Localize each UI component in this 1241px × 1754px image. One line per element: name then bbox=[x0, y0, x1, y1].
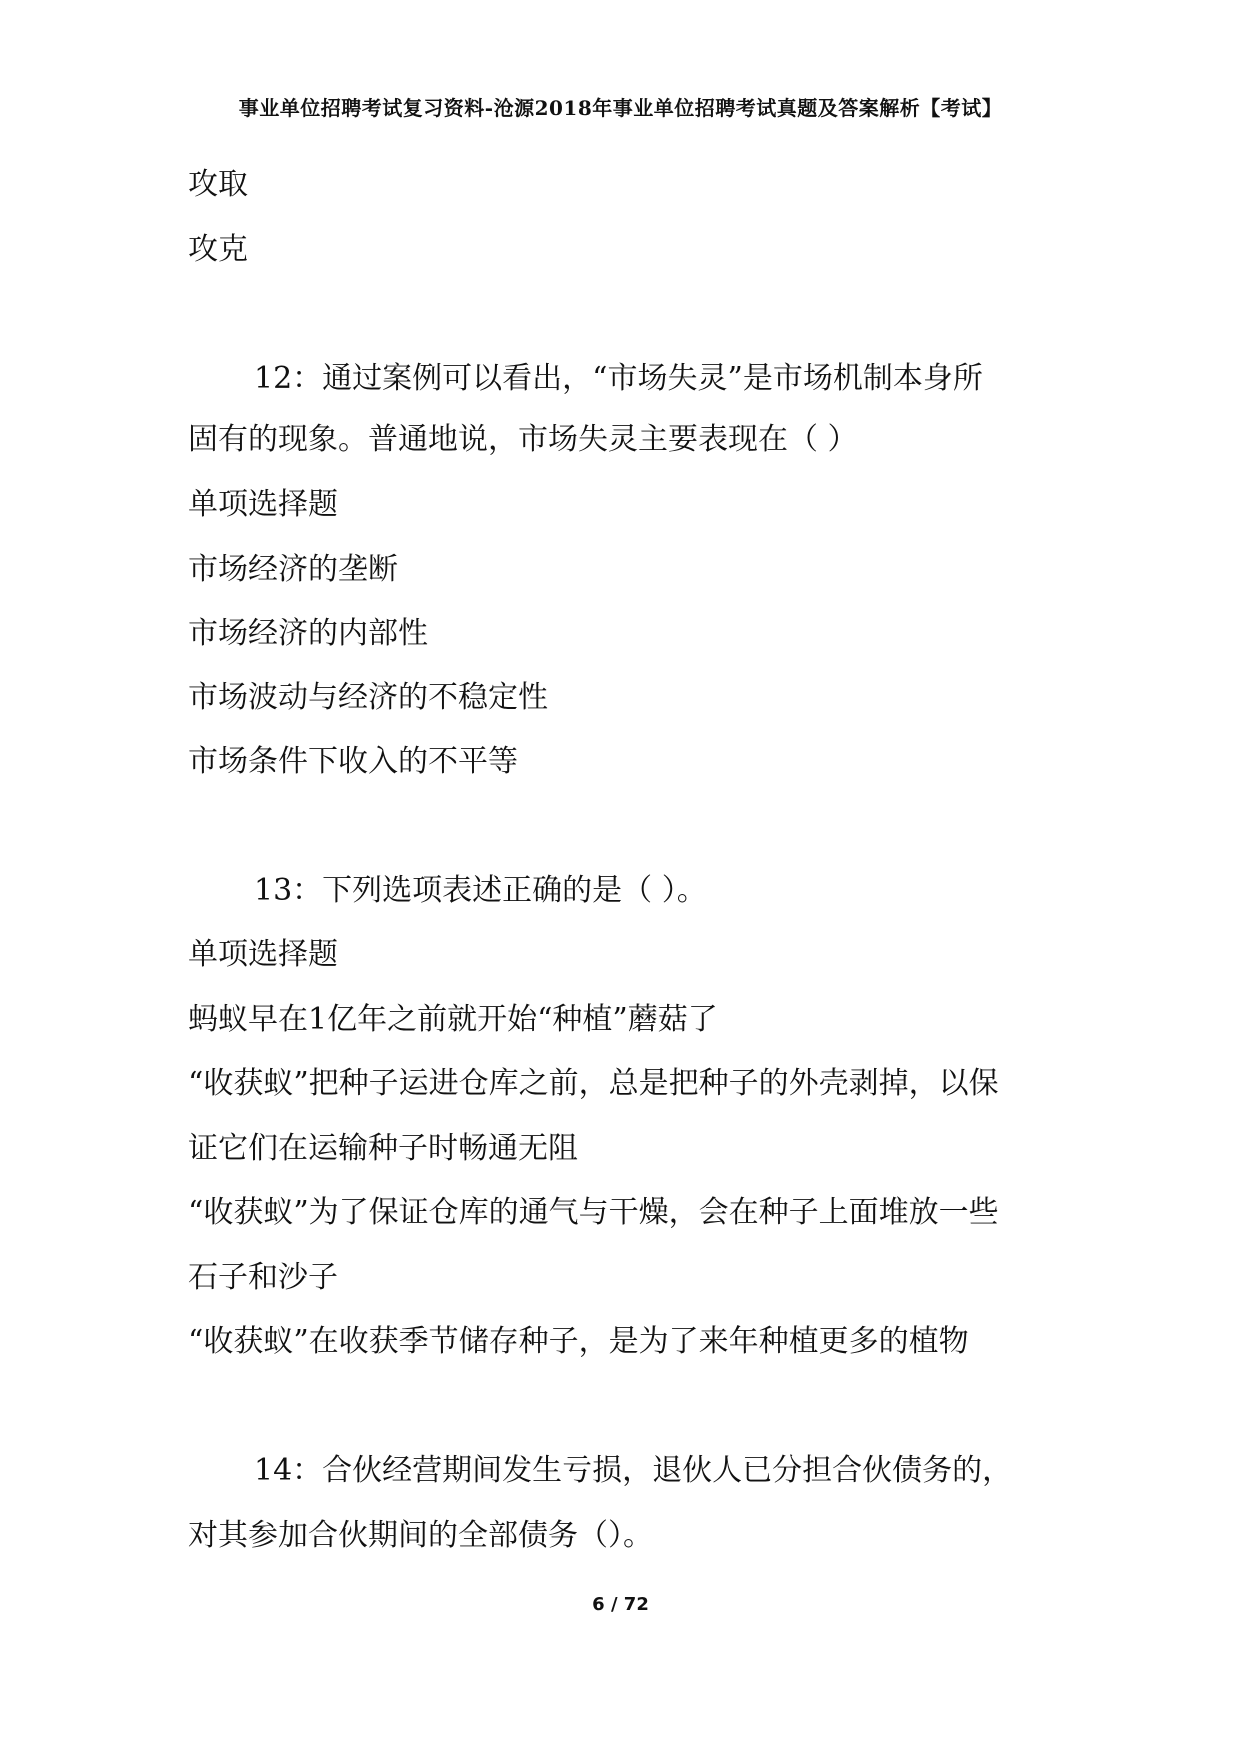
question-12-option-2: 市场经济的内部性 bbox=[188, 616, 428, 651]
question-13-stem: 13：下列选项表述正确的是（ ）。 bbox=[254, 873, 707, 908]
question-13-option-2-line-2: 证它们在运输种子时畅通无阻 bbox=[188, 1131, 578, 1166]
question-14-stem-line-2: 对其参加合伙期间的全部债务（）。 bbox=[188, 1518, 653, 1553]
question-14-stem-line-1: 14：合伙经营期间发生亏损，退伙人已分担合伙债务的， bbox=[254, 1453, 1013, 1488]
question-12-type: 单项选择题 bbox=[188, 487, 338, 522]
page-number: 6 / 72 bbox=[592, 1594, 649, 1615]
question-13-option-1: 蚂蚁早在1亿年之前就开始“种植”蘑菇了 bbox=[188, 1002, 718, 1037]
question-12-stem-line-1: 12：通过案例可以看出，“市场失灵”是市场机制本身所 bbox=[254, 361, 983, 396]
option-text: 攻取 bbox=[188, 167, 248, 202]
question-12-option-1: 市场经济的垄断 bbox=[188, 552, 398, 587]
option-text: 攻克 bbox=[188, 232, 248, 267]
question-13-option-4: “收获蚁”在收获季节储存种子，是为了来年种植更多的植物 bbox=[188, 1324, 969, 1359]
question-13-option-2-line-1: “收获蚁”把种子运进仓库之前，总是把种子的外壳剥掉，以保 bbox=[188, 1066, 999, 1101]
question-12-option-4: 市场条件下收入的不平等 bbox=[188, 744, 518, 779]
question-13-type: 单项选择题 bbox=[188, 937, 338, 972]
question-12-option-3: 市场波动与经济的不稳定性 bbox=[188, 680, 548, 715]
document-header: 事业单位招聘考试复习资料-沧源2018年事业单位招聘考试真题及答案解析【考试】 bbox=[238, 96, 1003, 120]
question-12-stem-line-2: 固有的现象。普通地说，市场失灵主要表现在（ ） bbox=[188, 422, 858, 457]
question-13-option-3-line-2: 石子和沙子 bbox=[188, 1260, 338, 1295]
question-13-option-3-line-1: “收获蚁”为了保证仓库的通气与干燥，会在种子上面堆放一些 bbox=[188, 1195, 999, 1230]
